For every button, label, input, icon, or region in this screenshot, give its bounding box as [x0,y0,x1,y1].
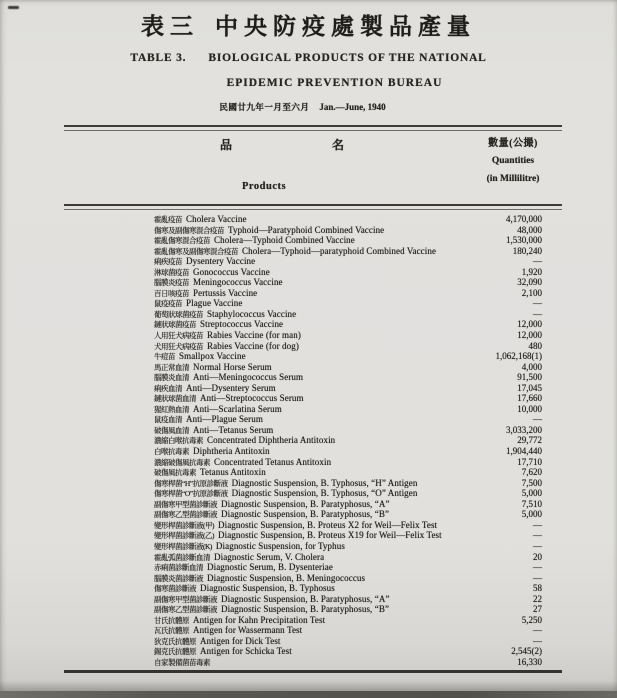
column-header-products: Products [242,181,287,192]
quantity-value: 5,250 [521,614,542,625]
date-english: Jan.—June, 1940 [319,102,386,112]
product-name-zh: 霍亂傷寒混合疫苗 [154,236,210,246]
product-name-en: Diagnostic Suspension, B. Paratyphosus, “B” [221,509,390,520]
quantity-value: 5,000 [521,509,542,520]
date-chinese: 民國廿九年一月至六月 [219,102,310,112]
table-row [154,572,542,583]
table-row [154,224,542,235]
product-name-zh: 錫克氏抗體原 [154,647,196,657]
table-row [154,413,542,424]
quantity-value: 480 [528,340,542,351]
table-row [154,276,542,287]
product-name-en: Diagnostic Suspension, B. Paratyphosus, “B” [221,604,390,615]
table-row [154,445,542,456]
scan-edge-shadow [0,691,617,698]
column-header-quantity [460,134,566,184]
product-name-zh: 腦膜炎血清 [154,373,189,383]
table-row [154,434,542,445]
product-name-zh: 副傷寒甲型菌診斷液 [154,594,217,604]
table-row [154,329,542,340]
table-row [154,477,542,488]
product-name-zh: 牛痘苗 [154,352,175,362]
product-name-zh: 痢疾疫苗 [154,257,182,267]
quantity-value: 2,545(2) [511,646,542,657]
product-name-zh: 淋球菌疫苗 [154,267,189,277]
quantity-value: — [533,298,542,309]
table-number-label: TABLE 3. [130,52,187,64]
table-row [154,603,542,614]
quantity-value: 7,500 [521,477,542,488]
table-row [154,318,542,329]
quantity-value: — [533,572,542,583]
quantity-value: — [533,635,542,646]
table-row [154,498,542,509]
product-name-en: Plague Vaccine [186,298,243,309]
product-name-zh: 赤痢菌診斷血清 [154,563,203,573]
product-name-en: Rabies Vaccine (for dog) [207,340,299,351]
product-name-zh: 甘氏抗體原 [154,615,189,625]
product-name-zh: 破傷風血清 [154,425,189,435]
product-name-en: Meningococcus Vaccine [193,277,283,288]
product-name-en: Streptococcus Vaccine [200,319,284,330]
product-name-zh: 傷寒桿菌“H”抗原診斷液 [154,478,228,488]
product-name-zh: 霍亂弧菌診斷血清 [154,552,210,562]
product-name-en: Diagnostic Suspension, B. Proteus X2 for Weil—Felix Test [218,519,438,530]
quantity-header-unit: (in Millilitre) [486,174,540,184]
quantity-value: 17,660 [517,393,542,404]
product-name-zh: 破傷風抗毒素 [154,468,196,478]
product-name-en: Anti—Tetanus Serum [193,424,274,435]
quantity-value: — [533,540,542,551]
table-row [154,213,542,224]
table-row [154,645,542,656]
product-name-zh: 鼠疫疫苗 [154,299,182,309]
english-title-text: BIOLOGICAL PRODUCTS OF THE NATIONAL [208,52,487,64]
product-name-zh: 瓦氏抗體原 [154,626,189,636]
product-name-en: Anti—Streptococcus Serum [200,393,304,404]
english-title-line1 [0,52,617,64]
product-name-zh: 傷寒菌診斷液 [154,584,196,594]
product-name-en: Diagnostic Suspension, B. Meningococcus [207,572,366,583]
table-row [154,382,542,393]
product-name-en: Staphylococcus Vaccine [207,308,297,319]
table-body [154,213,542,667]
product-name-en: Pertussis Vaccine [193,287,258,298]
date-line [0,101,611,113]
product-name-zh: 白喉抗毒素 [154,447,189,457]
table-row [154,245,542,256]
table-row [154,508,542,519]
table-row [154,392,542,403]
quantity-value: 4,170,000 [506,214,542,224]
product-name-zh: 人用狂犬病疫苗 [154,331,203,341]
quantity-value: — [533,308,542,319]
table-row [154,371,542,382]
product-name-en: Rabies Vaccine (for man) [207,330,301,341]
product-name-en: Diagnostic Suspension, B. Typhosus, “O” Antigen [231,488,418,499]
quantity-value: 4,000 [521,361,542,372]
quantity-value: — [533,530,542,541]
product-name-en: Diagnostic Serum, V. Cholera [214,551,325,562]
product-name-en: Smallpox Vaccine [179,351,246,362]
quantity-value: 22 [533,593,542,604]
product-name-zh: 傷寒桿菌“O”抗原診斷液 [154,489,228,499]
table-row [154,287,542,298]
product-name-en: Cholera Vaccine [186,214,247,224]
product-name-zh: 副傷寒乙型菌診斷液 [154,605,217,615]
quantity-value: 17,710 [517,456,542,467]
product-name-cell [154,656,214,669]
bottom-rule [64,670,562,673]
product-name-zh: 猩紅熱血清 [154,404,189,414]
table-row [154,350,542,361]
column-header-name-zh-b: 名 [332,138,345,152]
table-row [154,308,542,319]
table-row [154,340,542,351]
quantity-value: 1,530,000 [506,235,542,246]
quantity-value: 12,000 [517,319,542,330]
quantity-value: 1,920 [521,266,542,277]
table-row [154,551,542,562]
product-name-en: Antigen for Kahn Precipitation Test [193,614,326,625]
product-name-zh: 鼠疫血清 [154,415,182,425]
product-name-en: Anti—Plague Serum [186,414,263,425]
product-name-zh: 濃縮破傷風抗毒素 [154,457,210,467]
product-name-en: Antigen for Wassermann Test [193,625,303,636]
quantity-value: 20 [533,551,542,562]
table-row [154,529,542,540]
quantity-value: 91,500 [517,372,542,383]
scan-shadow-fade [0,681,617,691]
product-name-zh: 鏈狀球菌疫苗 [154,320,196,330]
quantity-value: 48,000 [517,224,542,235]
quantity-value: 12,000 [517,330,542,341]
product-name-zh: 腦膜炎菌診斷液 [154,573,203,583]
quantity-value: — [533,625,542,636]
product-name-en: Diagnostic Suspension, B. Proteus X19 for Weil—Felix Test [218,530,442,541]
product-name-zh: 變形桿菌診斷液(乙) [154,531,214,541]
product-name-en: Diagnostic Suspension, for Typhus [215,540,345,551]
table-row [154,456,542,467]
page-title-text: 中央防疫處製品產量 [215,14,476,39]
table-row [154,424,542,435]
table-row [154,466,542,477]
quantity-value: — [533,562,542,573]
quantity-value: 180,240 [512,245,542,256]
product-name-zh: 鏈狀球菌血清 [154,394,196,404]
quantity-value: 29,772 [517,435,542,446]
product-name-zh: 傷寒及副傷寒混合疫苗 [154,225,224,235]
table-row [154,519,542,530]
product-name-en: Diagnostic Suspension, B. Paratyphosus, “A” [221,498,390,509]
product-name-en: Diagnostic Suspension, B. Paratyphosus, “A” [221,593,390,604]
product-name-zh: 變形桿菌診斷液(K) [154,541,212,551]
product-name-en: Antigen for Schicka Test [200,646,292,657]
quantity-value: 10,000 [517,403,542,414]
product-name-en: Diagnostic Suspension, B. Typhosus, “H” Antigen [231,477,418,488]
header-rule [64,204,562,210]
quantity-value: 27 [533,604,542,615]
quantity-header-en: Quantities [491,156,535,166]
quantity-value: 5,000 [521,488,542,499]
product-name-zh: 濃縮白喉抗毒素 [154,436,203,446]
table-row [154,297,542,308]
product-name-en: Concentrated Diphtheria Antitoxin [207,435,336,446]
table-row [154,487,542,498]
product-name-zh: 副傷寒甲型菌診斷液 [154,499,217,509]
product-name-zh: 痢疾血清 [154,383,182,393]
quantity-value: — [533,414,542,425]
product-name-zh: 百日咳疫苗 [154,288,189,298]
column-header-name-zh-a: 品 [220,138,233,152]
table-row [154,561,542,572]
product-name-en: Cholera—Typhoid Combined Vaccine [214,235,355,246]
quantity-value: 7,510 [521,498,542,509]
product-name-en: Cholera—Typhoid—paratyphoid Combined Vaccine [242,245,437,256]
product-name-zh: 霍亂傷寒及副傷寒混合疫苗 [154,246,238,256]
quantity-value: 17,045 [517,382,542,393]
quantity-header-zh: 數量(公撮) [488,138,538,149]
product-name-en: Dysentery Vaccine [186,256,256,267]
product-name-zh: 霍亂疫苗 [154,215,182,224]
product-name-en: Anti—Scarlatina Serum [193,403,282,414]
table-row [154,403,542,414]
page-title [0,8,617,41]
product-name-zh: 自家製備菌苗毒素 [154,657,210,667]
product-name-en: Diphtheria Antitoxin [193,446,270,457]
table-row [154,361,542,372]
table-row [154,656,542,667]
english-title-line2: EPIDEMIC PREVENTION BUREAU [226,77,443,89]
product-name-en: Concentrated Tetanus Antitoxin [214,456,332,467]
product-name-en: Gonococcus Vaccine [193,266,270,277]
table-row [154,593,542,604]
product-name-zh: 犬用狂犬病疫苗 [154,341,203,351]
product-name-zh: 腦膜炎疫苗 [154,278,189,288]
quantity-value: 32,090 [517,277,542,288]
quantity-value: — [533,519,542,530]
quantity-value: 3,033,200 [506,424,542,435]
product-name-en: Typhoid—Paratyphoid Combined Vaccine [228,224,385,235]
table-row [154,266,542,277]
table-row [154,624,542,635]
product-name-en: Normal Horse Serum [193,361,272,372]
quantity-value: 2,100 [521,287,542,298]
product-name-en: Tetanus Antitoxin [200,467,266,478]
quantity-value: 7,620 [521,467,542,478]
table-row [154,234,542,245]
product-name-en: Antigen for Dick Test [200,635,281,646]
quantity-value: 16,330 [517,656,542,667]
product-name-en: Diagnostic Suspension, B. Typhosus [200,583,335,594]
table-header [64,129,562,204]
quantity-value: 1,062,168(1) [495,351,542,362]
product-name-zh: 變形桿菌診斷液(甲) [154,520,214,530]
quantity-value: 1,904,440 [506,446,542,457]
product-name-en: Anti—Meningococcus Serum [193,372,304,383]
product-name-zh: 馬正常血清 [154,362,189,372]
table-row [154,635,542,646]
page-title-table-number: 表三 [141,14,199,39]
product-name-zh: 葡萄狀球菌疫苗 [154,309,203,319]
product-name-zh: 狄克氏抗體原 [154,636,196,646]
product-name-en: Diagnostic Serum, B. Dysenteriae [207,562,333,573]
quantity-value: — [533,256,542,267]
quantity-value: 58 [533,583,542,594]
product-name-en: Anti—Dysentery Serum [186,382,276,393]
product-name-zh: 副傷寒乙型菌診斷液 [154,510,217,520]
